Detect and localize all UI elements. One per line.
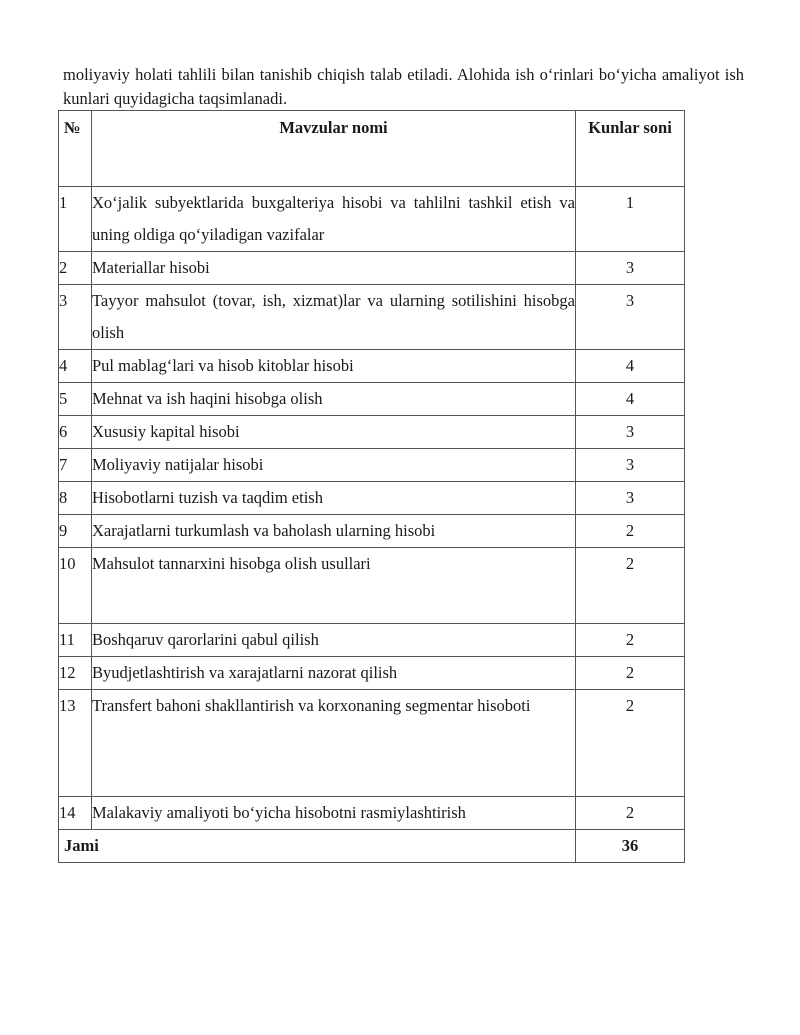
row-days: 4 — [576, 383, 685, 416]
intro-paragraph: moliyaviy holati tahlili bilan tanishib chiqish talab etiladi. Alohida ish oʻrinlari boʻyicha amaliyot ish kunlari quyidagicha taqsimlanadi. — [63, 64, 744, 108]
row-topic: Xarajatlarni turkumlash va baholash ularning hisobi — [92, 515, 576, 548]
row-topic: Byudjetlashtirish va xarajatlarni nazorat qilish — [92, 657, 576, 690]
row-days: 2 — [576, 624, 685, 657]
row-number: 5 — [59, 383, 92, 416]
table-row — [59, 252, 685, 285]
row-number: 1 — [59, 187, 92, 252]
row-number: 9 — [59, 515, 92, 548]
table-row — [59, 482, 685, 515]
header-topic-name: Mavzular nomi — [92, 111, 576, 187]
row-number: 14 — [59, 797, 92, 830]
row-number: 11 — [59, 624, 92, 657]
table-row — [59, 416, 685, 449]
table-row — [59, 383, 685, 416]
header-number: № — [59, 111, 92, 187]
row-number: 8 — [59, 482, 92, 515]
row-number: 13 — [59, 690, 92, 797]
row-days: 2 — [576, 548, 685, 624]
row-number: 12 — [59, 657, 92, 690]
table-row — [59, 797, 685, 830]
row-number: 3 — [59, 285, 92, 350]
row-number: 6 — [59, 416, 92, 449]
row-topic: Transfert bahoni shakllantirish va korxonaning segmentar hisoboti — [92, 690, 576, 797]
practice-days-table — [58, 110, 685, 863]
row-days: 2 — [576, 657, 685, 690]
table-row — [59, 624, 685, 657]
total-label: Jami — [59, 830, 576, 863]
total-days: 36 — [576, 830, 685, 863]
table-row — [59, 350, 685, 383]
row-number: 4 — [59, 350, 92, 383]
table-header-row — [59, 111, 685, 187]
row-topic: Materiallar hisobi — [92, 252, 576, 285]
row-topic: Xoʻjalik subyektlarida buxgalteriya hisobi va tahlilni tashkil etish va uning oldiga qoʻyiladigan vazifalar — [92, 187, 576, 252]
row-topic: Mehnat va ish haqini hisobga olish — [92, 383, 576, 416]
total-row — [59, 830, 685, 863]
row-days: 3 — [576, 285, 685, 350]
row-days: 3 — [576, 416, 685, 449]
row-topic: Xususiy kapital hisobi — [92, 416, 576, 449]
row-topic: Mahsulot tannarxini hisobga olish usullari — [92, 548, 576, 624]
table-row — [59, 657, 685, 690]
row-days: 3 — [576, 482, 685, 515]
row-days: 2 — [576, 690, 685, 797]
table-row — [59, 548, 685, 624]
row-days: 2 — [576, 515, 685, 548]
row-days: 2 — [576, 797, 685, 830]
table-row — [59, 187, 685, 252]
table-row — [59, 515, 685, 548]
table-row — [59, 285, 685, 350]
table-row — [59, 690, 685, 797]
row-number: 10 — [59, 548, 92, 624]
row-topic: Pul mablagʻlari va hisob kitoblar hisobi — [92, 350, 576, 383]
row-days: 4 — [576, 350, 685, 383]
row-topic: Tayyor mahsulot (tovar, ish, xizmat)lar va ularning sotilishini hisobga olish — [92, 285, 576, 350]
row-topic: Boshqaruv qarorlarini qabul qilish — [92, 624, 576, 657]
row-number: 2 — [59, 252, 92, 285]
table-row — [59, 449, 685, 482]
row-topic: Moliyaviy natijalar hisobi — [92, 449, 576, 482]
row-number: 7 — [59, 449, 92, 482]
row-days: 3 — [576, 449, 685, 482]
row-topic: Hisobotlarni tuzish va taqdim etish — [92, 482, 576, 515]
header-days-count: Kunlar soni — [576, 111, 685, 187]
row-topic: Malakaviy amaliyoti boʻyicha hisobotni rasmiylashtirish — [92, 797, 576, 830]
row-days: 1 — [576, 187, 685, 252]
row-days: 3 — [576, 252, 685, 285]
